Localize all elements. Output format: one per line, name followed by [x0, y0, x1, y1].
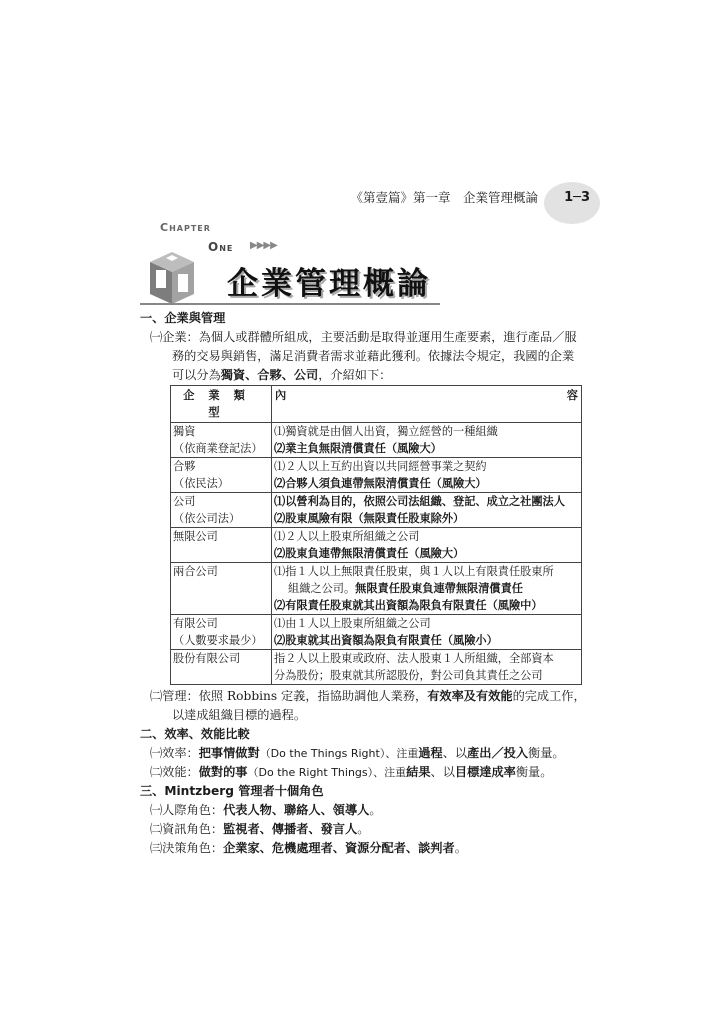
col-type-header [171, 386, 272, 423]
table-row [171, 493, 582, 528]
row-type: 獨資 [173, 425, 196, 438]
management-text-b: 的完成工作，以達成組織目標的過程。 [172, 689, 586, 722]
cube-logo-icon [140, 248, 226, 308]
role-items: 代表人物、聯絡人、領導人 [223, 803, 370, 817]
role-line [140, 820, 586, 839]
management-bold: 有效率及有效能 [427, 689, 513, 703]
row-type-cell [171, 528, 272, 563]
efficiency-line [140, 744, 586, 763]
arrow-icon: ▶▶▶▶ [250, 240, 277, 251]
row-type: 股份有限公司 [173, 652, 241, 665]
row-type: 有限公司 [173, 617, 218, 630]
col-content-header [272, 386, 582, 423]
management-paragraph [140, 687, 586, 725]
management-label: ㈡管理： [150, 689, 199, 703]
row-sub: （依商業登記法） [173, 442, 263, 455]
enterprise-text-a: 為個人或群體所組成，主要活動是取得並運用生產要素，進行產品／服務的交易與銷售，滿足消費者需求並藉此獲利。依據法令規定，我國的企業可以分為 [172, 330, 577, 382]
table-row [171, 650, 582, 685]
row-line-1: ⑴以營利為目的，依照公司法組織、登記、成立之社團法人 [274, 495, 565, 508]
role-end: 。 [357, 822, 370, 836]
row-type: 公司 [173, 495, 196, 508]
row-line-2: ⑵股東負連帶無限清償責任（風險大） [274, 547, 465, 560]
chapter-label: Chapter [160, 221, 211, 234]
running-header [350, 184, 600, 224]
efficiency-bold-3: 產出／投入 [467, 746, 529, 760]
row-type-cell [171, 563, 272, 615]
row-line-2: ⑵業主負無限清償責任（風險大） [274, 442, 442, 455]
effectiveness-label: ㈡效能： [150, 765, 199, 779]
efficiency-text-1: （Do the Things Right）、注重 [259, 747, 419, 760]
effectiveness-bold-1: 做對的事 [198, 765, 248, 779]
row-line-2: ⑵合夥人須負連帶無限清償責任（風險大） [274, 477, 487, 490]
row-type-cell [171, 615, 272, 650]
row-content-cell [272, 563, 582, 615]
row-type-cell [171, 423, 272, 458]
row-line-1: ⑴指１人以上無限責任股東，與１人以上有限責任股東所 [274, 565, 554, 578]
role-line [140, 801, 586, 820]
row-sub: （依公司法） [173, 512, 241, 525]
role-end: 。 [369, 803, 382, 817]
role-items: 監視者、傳播者、發言人 [223, 822, 358, 836]
col-content-left: 內 [275, 389, 287, 402]
row-type: 合夥 [173, 460, 196, 473]
row-type-cell [171, 493, 272, 528]
row-content-cell [272, 615, 582, 650]
role-items: 企業家、危機處理者、資源分配者、談判者 [223, 841, 455, 855]
row-line-2: ⑵股東風險有限（無限責任股東除外） [274, 512, 465, 525]
chapter-one-label: One [208, 240, 234, 254]
enterprise-label: ㈠企業： [150, 330, 199, 344]
row-line-2: ⑵有限責任股東就其出資額為限負有限責任（風險中） [274, 599, 543, 612]
col-content-right: 容 [566, 389, 578, 402]
row-type-cell [171, 458, 272, 493]
chapter-title: 企業管理概論 [227, 266, 431, 302]
role-end: 。 [454, 841, 467, 855]
section-1-heading: 一、企業與管理 [140, 311, 226, 325]
efficiency-bold-2: 過程 [418, 746, 443, 760]
enterprise-type-table [170, 385, 582, 685]
row-line-1b-bold: 無限責任股東負連帶無限清償責任 [355, 582, 523, 595]
efficiency-text-3: 衡量。 [528, 746, 565, 760]
table-row [171, 563, 582, 615]
row-content-cell [272, 458, 582, 493]
role-label: ㈡資訊角色： [150, 822, 224, 836]
row-type-cell [171, 650, 272, 685]
effectiveness-line [140, 763, 586, 782]
row-line-2: 分為股份；股東就其所認股份，對公司負其責任之公司 [274, 669, 543, 682]
effectiveness-bold-3: 目標達成率 [454, 765, 516, 779]
row-line-1b: 組織之公司。 [288, 582, 356, 595]
efficiency-bold-1: 把事情做對 [198, 746, 260, 760]
table-header-row [171, 386, 582, 423]
table-row [171, 528, 582, 563]
row-content-cell [272, 528, 582, 563]
effectiveness-text-2: 、以 [430, 765, 455, 779]
row-line-2: ⑵股東就其出資額為限負有限責任（風險小） [274, 634, 498, 647]
title-divider [140, 303, 440, 305]
col-type-label: 企業類型 [183, 389, 259, 419]
role-line [140, 839, 586, 858]
row-line-1: 指２人以上股東或政府、法人股東１人所組織，全部資本 [274, 652, 554, 665]
row-type: 兩合公司 [173, 565, 218, 578]
section-3-heading: 三、Mintzberg 管理者十個角色 [140, 784, 324, 798]
table-row [171, 423, 582, 458]
row-sub: （人數要求最少） [173, 634, 263, 647]
efficiency-label: ㈠效率： [150, 746, 199, 760]
enterprise-types: 獨資、合夥、公司 [220, 368, 319, 382]
efficiency-text-2: 、以 [442, 746, 468, 760]
enterprise-paragraph [140, 328, 586, 385]
row-line-1: ⑴由１人以上股東所組織之公司 [274, 617, 431, 630]
row-sub: （依民法） [173, 477, 229, 490]
row-line-1: ⑴２人以上互約出資以共同經營事業之契約 [274, 460, 487, 473]
effectiveness-text-3: 衡量。 [515, 765, 553, 779]
effectiveness-bold-2: 結果 [406, 765, 431, 779]
chapter-path: 《第壹篇》第一章 企業管理概論 [350, 190, 538, 205]
row-type: 無限公司 [173, 530, 218, 543]
row-content-cell [272, 493, 582, 528]
page-number: 1─3 [564, 190, 590, 205]
enterprise-text-b: ，介紹如下： [318, 368, 392, 382]
effectiveness-text-1: （Do the Right Things）、注重 [247, 766, 407, 779]
table-row [171, 458, 582, 493]
role-label: ㈢決策角色： [150, 841, 224, 855]
section-2-heading: 二、效率、效能比較 [140, 727, 250, 741]
table-row [171, 615, 582, 650]
row-line-1: ⑴獨資就是由個人出資，獨立經營的一種組織 [274, 425, 498, 438]
row-content-cell [272, 423, 582, 458]
chapter-body [140, 309, 586, 858]
row-line-1: ⑴２人以上股東所組織之公司 [274, 530, 420, 543]
role-label: ㈠人際角色： [150, 803, 224, 817]
management-text-a: 依照 Robbins 定義，指協助調他人業務， [198, 689, 428, 703]
row-content-cell [272, 650, 582, 685]
